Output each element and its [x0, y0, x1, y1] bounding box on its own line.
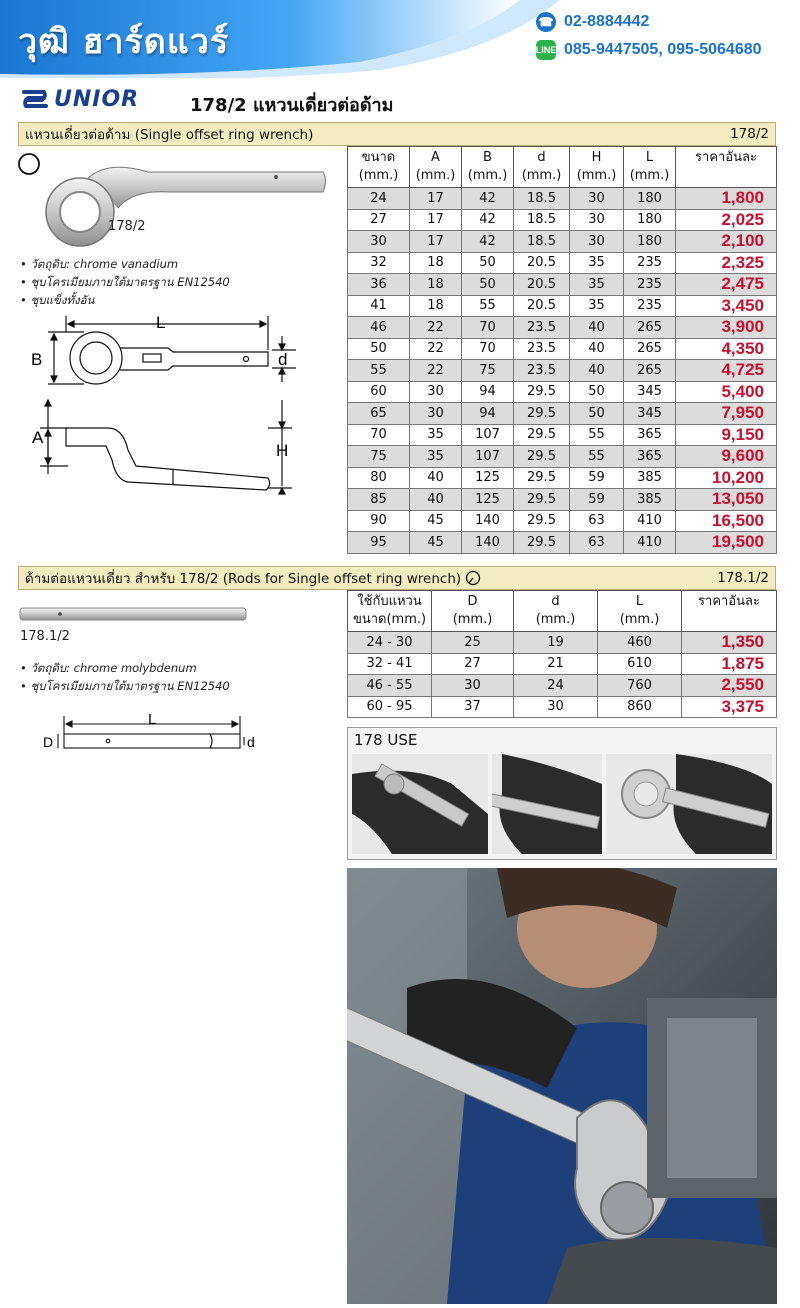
- table-row: [348, 675, 777, 697]
- table-cell: 50: [462, 252, 514, 274]
- table-row: [348, 632, 777, 654]
- table-cell: 22: [410, 317, 462, 339]
- table-cell: 345: [624, 381, 676, 403]
- section1-title: แหวนเดี่ยวต่อด้าม (Single offset ring wrench): [25, 127, 314, 143]
- table-cell: 75: [348, 446, 410, 468]
- price-cell: 16,500: [676, 510, 777, 532]
- table-cell: 46: [348, 317, 410, 339]
- table-cell: 35: [570, 274, 624, 296]
- unior-logo-icon: [20, 86, 50, 112]
- table-cell: 18.5: [514, 188, 570, 210]
- price-cell: 2,550: [682, 675, 777, 697]
- price-cell: 4,350: [676, 338, 777, 360]
- table-cell: 385: [624, 489, 676, 511]
- shop-name: วุฒิ ฮาร์ดแวร์: [18, 22, 230, 62]
- rod-image: [18, 600, 258, 646]
- rod-dimension-drawing: [40, 712, 260, 762]
- table-row: [348, 467, 777, 489]
- table-cell: 24: [514, 675, 598, 697]
- col-header-L: L (mm.): [624, 147, 676, 188]
- price-cell: 9,600: [676, 446, 777, 468]
- price-cell: 4,725: [676, 360, 777, 382]
- table-cell: 265: [624, 338, 676, 360]
- usage-photo-1: [352, 754, 488, 854]
- line-app-icon: LINE: [536, 40, 556, 60]
- price-cell: 9,150: [676, 424, 777, 446]
- col-header-fits: ใช้กับแหวน ขนาด(mm.): [348, 591, 432, 632]
- table-cell: 80: [348, 467, 410, 489]
- table-row: [348, 360, 777, 382]
- table-cell: 25: [432, 632, 514, 654]
- table-cell: 365: [624, 446, 676, 468]
- table-cell: 18: [410, 252, 462, 274]
- table-cell: 760: [598, 675, 682, 697]
- price-cell: 2,100: [676, 231, 777, 253]
- price-cell: 1,350: [682, 632, 777, 654]
- table-cell: 21: [514, 653, 598, 675]
- usage-title: 178 USE: [354, 731, 418, 749]
- table-cell: 410: [624, 510, 676, 532]
- col-header-d: d (mm.): [514, 147, 570, 188]
- col-header-L: L (mm.): [598, 591, 682, 632]
- price-cell: 3,900: [676, 317, 777, 339]
- dim-label-d: d: [278, 350, 288, 369]
- table-cell: 70: [348, 424, 410, 446]
- col-header-B: B (mm.): [462, 147, 514, 188]
- table-cell: 107: [462, 446, 514, 468]
- table-cell: 30: [514, 696, 598, 718]
- table-cell: 50: [570, 403, 624, 425]
- rod-image-label: 178.1/2: [20, 629, 70, 644]
- table-row: [348, 424, 777, 446]
- table-cell: 40: [570, 360, 624, 382]
- dim-label-A: A: [32, 428, 44, 447]
- table-cell: 50: [348, 338, 410, 360]
- table-cell: 60 - 95: [348, 696, 432, 718]
- dim-label-B: B: [31, 350, 43, 369]
- table-cell: 42: [462, 188, 514, 210]
- table-cell: 29.5: [514, 532, 570, 554]
- section1-code: 178/2: [730, 126, 769, 142]
- table-cell: 59: [570, 489, 624, 511]
- table-cell: 36: [348, 274, 410, 296]
- table-cell: 265: [624, 360, 676, 382]
- table-cell: 90: [348, 510, 410, 532]
- table-row: [348, 317, 777, 339]
- table-cell: 35: [410, 446, 462, 468]
- table-row: [348, 446, 777, 468]
- table-cell: 30: [410, 403, 462, 425]
- table-cell: 55: [348, 360, 410, 382]
- price-cell: 2,325: [676, 252, 777, 274]
- col-header-d: d (mm.): [514, 591, 598, 632]
- table-cell: 19: [514, 632, 598, 654]
- price-cell: 13,050: [676, 489, 777, 511]
- table-cell: 42: [462, 209, 514, 231]
- table-cell: 37: [432, 696, 514, 718]
- table-cell: 23.5: [514, 338, 570, 360]
- rod-dim-label-D: D: [43, 734, 54, 750]
- price-cell: 3,450: [676, 295, 777, 317]
- table-cell: 24: [348, 188, 410, 210]
- table-cell: 140: [462, 532, 514, 554]
- table-row: [348, 653, 777, 675]
- table-cell: 125: [462, 489, 514, 511]
- table-cell: 18: [410, 274, 462, 296]
- section1-bullet: • ชุบโครเมียมภายใต้มาตรฐาน EN12540: [20, 274, 230, 292]
- usage-photo-3: [606, 754, 772, 854]
- table-cell: 30: [570, 209, 624, 231]
- ring-wrench-image: [18, 150, 338, 260]
- table-cell: 385: [624, 467, 676, 489]
- table-header-row: [348, 591, 777, 632]
- table-cell: 30: [348, 231, 410, 253]
- table-cell: 860: [598, 696, 682, 718]
- phone-number: 02-8884442: [564, 13, 650, 30]
- table-cell: 180: [624, 231, 676, 253]
- table-cell: 55: [570, 424, 624, 446]
- table-row: [348, 403, 777, 425]
- table-cell: 140: [462, 510, 514, 532]
- price-cell: 3,375: [682, 696, 777, 718]
- table-cell: 107: [462, 424, 514, 446]
- rod-spec-table: [347, 590, 777, 718]
- table-cell: 27: [432, 653, 514, 675]
- price-cell: 10,200: [676, 467, 777, 489]
- table-cell: 41: [348, 295, 410, 317]
- line-numbers: 085-9447505, 095-5064680: [564, 41, 762, 58]
- section2-title: ด้ามต่อแหวนเดี่ยว สำหรับ 178/2 (Rods for Single offset ring wrench): [25, 571, 462, 587]
- table-cell: 22: [410, 360, 462, 382]
- table-row: [348, 532, 777, 554]
- table-cell: 85: [348, 489, 410, 511]
- table-cell: 125: [462, 467, 514, 489]
- table-cell: 27: [348, 209, 410, 231]
- table-cell: 70: [462, 338, 514, 360]
- table-cell: 35: [570, 295, 624, 317]
- price-cell: 7,950: [676, 403, 777, 425]
- table-cell: 460: [598, 632, 682, 654]
- table-cell: 30: [570, 188, 624, 210]
- table-cell: 55: [570, 446, 624, 468]
- price-cell: 2,025: [676, 209, 777, 231]
- table-cell: 63: [570, 510, 624, 532]
- table-cell: 40: [410, 489, 462, 511]
- table-row: [348, 274, 777, 296]
- col-header-A: A (mm.): [410, 147, 462, 188]
- price-cell: 1,800: [676, 188, 777, 210]
- table-row: [348, 188, 777, 210]
- table-cell: 35: [410, 424, 462, 446]
- brand-row: [20, 84, 780, 118]
- table-cell: 23.5: [514, 317, 570, 339]
- table-cell: 94: [462, 381, 514, 403]
- unior-logo: [20, 86, 139, 112]
- table-cell: 40: [570, 317, 624, 339]
- table-cell: 29.5: [514, 489, 570, 511]
- table-cell: 29.5: [514, 446, 570, 468]
- table-row: [348, 231, 777, 253]
- table-cell: 32: [348, 252, 410, 274]
- table-cell: 55: [462, 295, 514, 317]
- table-cell: 46 - 55: [348, 675, 432, 697]
- table-header-row: [348, 147, 777, 188]
- table-cell: 17: [410, 231, 462, 253]
- table-cell: 410: [624, 532, 676, 554]
- table-cell: 18.5: [514, 231, 570, 253]
- table-cell: 63: [570, 532, 624, 554]
- table-cell: 180: [624, 209, 676, 231]
- table-cell: 24 - 30: [348, 632, 432, 654]
- table-cell: 20.5: [514, 274, 570, 296]
- table-cell: 59: [570, 467, 624, 489]
- usage-box: [347, 727, 777, 860]
- table-cell: 65: [348, 403, 410, 425]
- table-row: [348, 338, 777, 360]
- table-cell: 29.5: [514, 381, 570, 403]
- price-cell: 19,500: [676, 532, 777, 554]
- table-cell: 45: [410, 532, 462, 554]
- table-row: [348, 510, 777, 532]
- col-header-price: ราคาอันละ: [682, 591, 777, 632]
- section2-bullet: • วัตถุดิบ: chrome molybdenum: [20, 660, 197, 678]
- table-cell: 70: [462, 317, 514, 339]
- table-cell: 365: [624, 424, 676, 446]
- table-cell: 40: [410, 467, 462, 489]
- col-header-price: ราคาอันละ: [676, 147, 777, 188]
- table-cell: 42: [462, 231, 514, 253]
- table-row: [348, 489, 777, 511]
- dim-label-L: L: [156, 313, 166, 332]
- section1-header-bar: [18, 122, 776, 146]
- table-cell: 35: [570, 252, 624, 274]
- usage-photo-2: [492, 754, 602, 854]
- table-cell: 29.5: [514, 424, 570, 446]
- table-cell: 20.5: [514, 295, 570, 317]
- table-cell: 60: [348, 381, 410, 403]
- table-cell: 45: [410, 510, 462, 532]
- ring-symbol-icon: [19, 154, 39, 174]
- table-cell: 235: [624, 295, 676, 317]
- table-cell: 95: [348, 532, 410, 554]
- table-cell: 235: [624, 274, 676, 296]
- table-cell: 345: [624, 403, 676, 425]
- section1-bullet: • ชุบแข็งทั้งอัน: [20, 292, 94, 310]
- table-cell: 20.5: [514, 252, 570, 274]
- rod-dim-label-d: d: [247, 734, 255, 750]
- col-header-D: D (mm.): [432, 591, 514, 632]
- table-cell: 94: [462, 403, 514, 425]
- table-cell: 265: [624, 317, 676, 339]
- table-cell: 40: [570, 338, 624, 360]
- phone-icon: ☎: [536, 12, 556, 32]
- table-cell: 50: [570, 381, 624, 403]
- wrench-image-label: 178/2: [108, 219, 146, 234]
- table-cell: 30: [432, 675, 514, 697]
- rod-symbol-icon: [465, 570, 481, 586]
- price-cell: 5,400: [676, 381, 777, 403]
- table-cell: 29.5: [514, 403, 570, 425]
- table-cell: 17: [410, 209, 462, 231]
- price-cell: 1,875: [682, 653, 777, 675]
- rod-dim-label-L: L: [148, 712, 157, 728]
- table-cell: 29.5: [514, 467, 570, 489]
- table-cell: 30: [570, 231, 624, 253]
- logo-text: UNIOR: [54, 86, 140, 112]
- table-cell: 17: [410, 188, 462, 210]
- table-cell: 50: [462, 274, 514, 296]
- price-cell: 2,475: [676, 274, 777, 296]
- table-cell: 180: [624, 188, 676, 210]
- col-header-size: ขนาด (mm.): [348, 147, 410, 188]
- mechanic-using-wrench-photo: [347, 868, 777, 1304]
- table-cell: 32 - 41: [348, 653, 432, 675]
- table-cell: 30: [410, 381, 462, 403]
- section2-code: 178.1/2: [717, 570, 769, 586]
- col-header-H: H (mm.): [570, 147, 624, 188]
- header-banner: [0, 0, 800, 78]
- wrench-dimension-drawing: [28, 310, 338, 500]
- section2-bullet: • ชุบโครเมียมภายใต้มาตรฐาน EN12540: [20, 678, 230, 696]
- section2-header-bar: [18, 566, 776, 590]
- table-cell: 75: [462, 360, 514, 382]
- table-cell: 18.5: [514, 209, 570, 231]
- phone-contact[interactable]: [536, 12, 649, 32]
- line-contact[interactable]: [536, 40, 762, 60]
- table-row: [348, 381, 777, 403]
- wrench-spec-table: [347, 146, 777, 554]
- page-title: 178/2 แหวนเดี่ยวต่อด้าม: [190, 95, 394, 116]
- table-cell: 22: [410, 338, 462, 360]
- table-cell: 23.5: [514, 360, 570, 382]
- table-cell: 18: [410, 295, 462, 317]
- table-cell: 610: [598, 653, 682, 675]
- table-row: [348, 295, 777, 317]
- dim-label-H: H: [276, 441, 289, 460]
- table-row: [348, 696, 777, 718]
- section1-bullet: • วัตถุดิบ: chrome vanadium: [20, 256, 178, 274]
- table-row: [348, 252, 777, 274]
- table-row: [348, 209, 777, 231]
- table-cell: 235: [624, 252, 676, 274]
- table-cell: 29.5: [514, 510, 570, 532]
